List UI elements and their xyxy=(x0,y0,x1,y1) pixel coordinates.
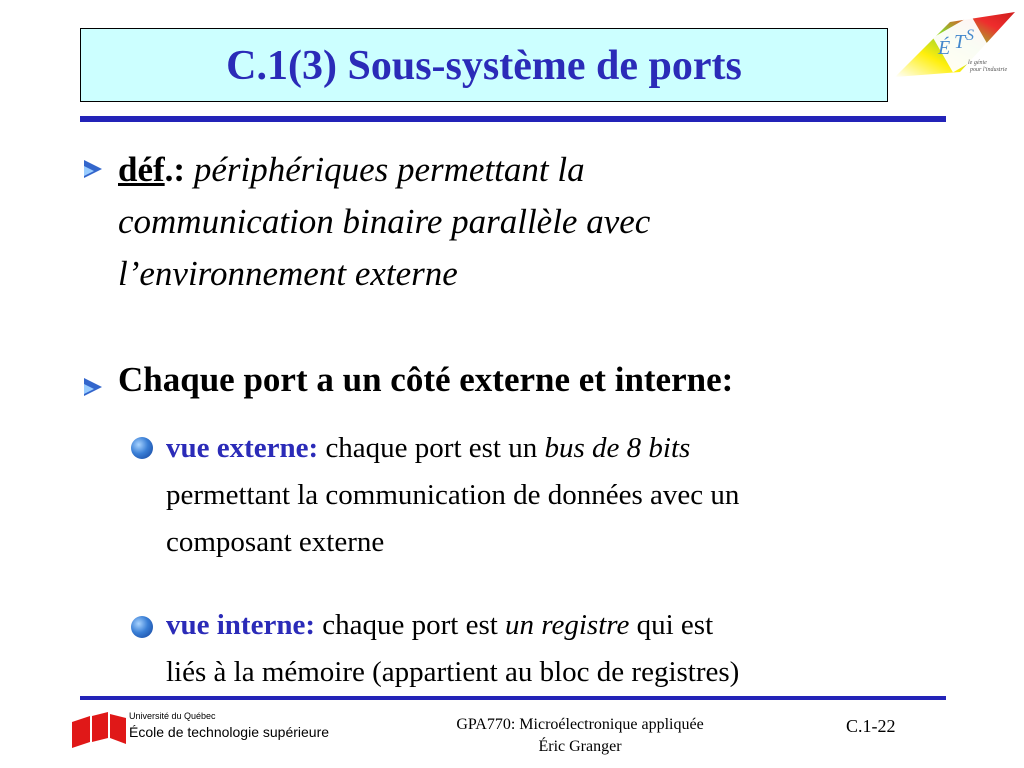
internal-view-line-2: liés à la mémoire (appartient au bloc de registres) xyxy=(166,656,740,688)
arrow-bullet-icon xyxy=(84,160,102,178)
definition-colon: .: xyxy=(164,150,186,189)
logo-letter-t: T xyxy=(954,31,966,53)
external-view-text xyxy=(166,425,966,566)
sphere-bullet-icon xyxy=(131,437,153,459)
definition-line-2: communication binaire parallèle avec xyxy=(118,202,651,241)
logo-tagline-2: pour l'industrie xyxy=(970,67,1008,73)
internal-view-text-b: qui est xyxy=(629,609,714,641)
external-view-label: vue externe: xyxy=(166,432,319,464)
page-number: C.1-22 xyxy=(846,716,896,736)
definition-line-3: l’environnement externe xyxy=(118,254,458,293)
bottom-divider xyxy=(80,696,946,700)
course-title: GPA770: Microélectronique appliquée xyxy=(456,716,704,733)
sphere-bullet-icon xyxy=(131,616,153,638)
logo-tagline-1: le génie xyxy=(968,60,987,66)
school-name: École de technologie supérieure xyxy=(129,724,330,740)
title-box xyxy=(80,28,888,102)
external-view-line-3: composant externe xyxy=(166,526,385,558)
university-name: Université du Québec xyxy=(129,711,216,721)
internal-view-italic: un registre xyxy=(505,609,630,641)
logo-letter-e: É xyxy=(938,37,951,59)
arrow-bullet-icon xyxy=(84,378,102,396)
external-view-italic: bus de 8 bits xyxy=(544,432,691,464)
internal-view-label: vue interne: xyxy=(166,609,315,641)
definition-text xyxy=(118,144,938,300)
ets-logo xyxy=(890,2,1020,102)
logo-letter-s: S xyxy=(966,27,974,44)
internal-view-text xyxy=(166,602,966,696)
external-view-text-a: chaque port est un xyxy=(318,432,545,464)
ports-text: Chaque port a un côté externe et interne: xyxy=(118,360,734,399)
internal-view-text-a: chaque port est xyxy=(315,609,506,641)
definition-line-1: périphériques permettant la xyxy=(193,150,585,189)
top-divider xyxy=(80,116,946,122)
university-logo-icon xyxy=(72,712,126,748)
slide-title: C.1(3) Sous-système de ports xyxy=(226,43,742,89)
external-view-line-2: permettant la communication de données avec un xyxy=(166,479,740,511)
course-info xyxy=(390,714,770,758)
definition-label: déf xyxy=(118,150,165,189)
author-name: Éric Granger xyxy=(538,738,622,755)
